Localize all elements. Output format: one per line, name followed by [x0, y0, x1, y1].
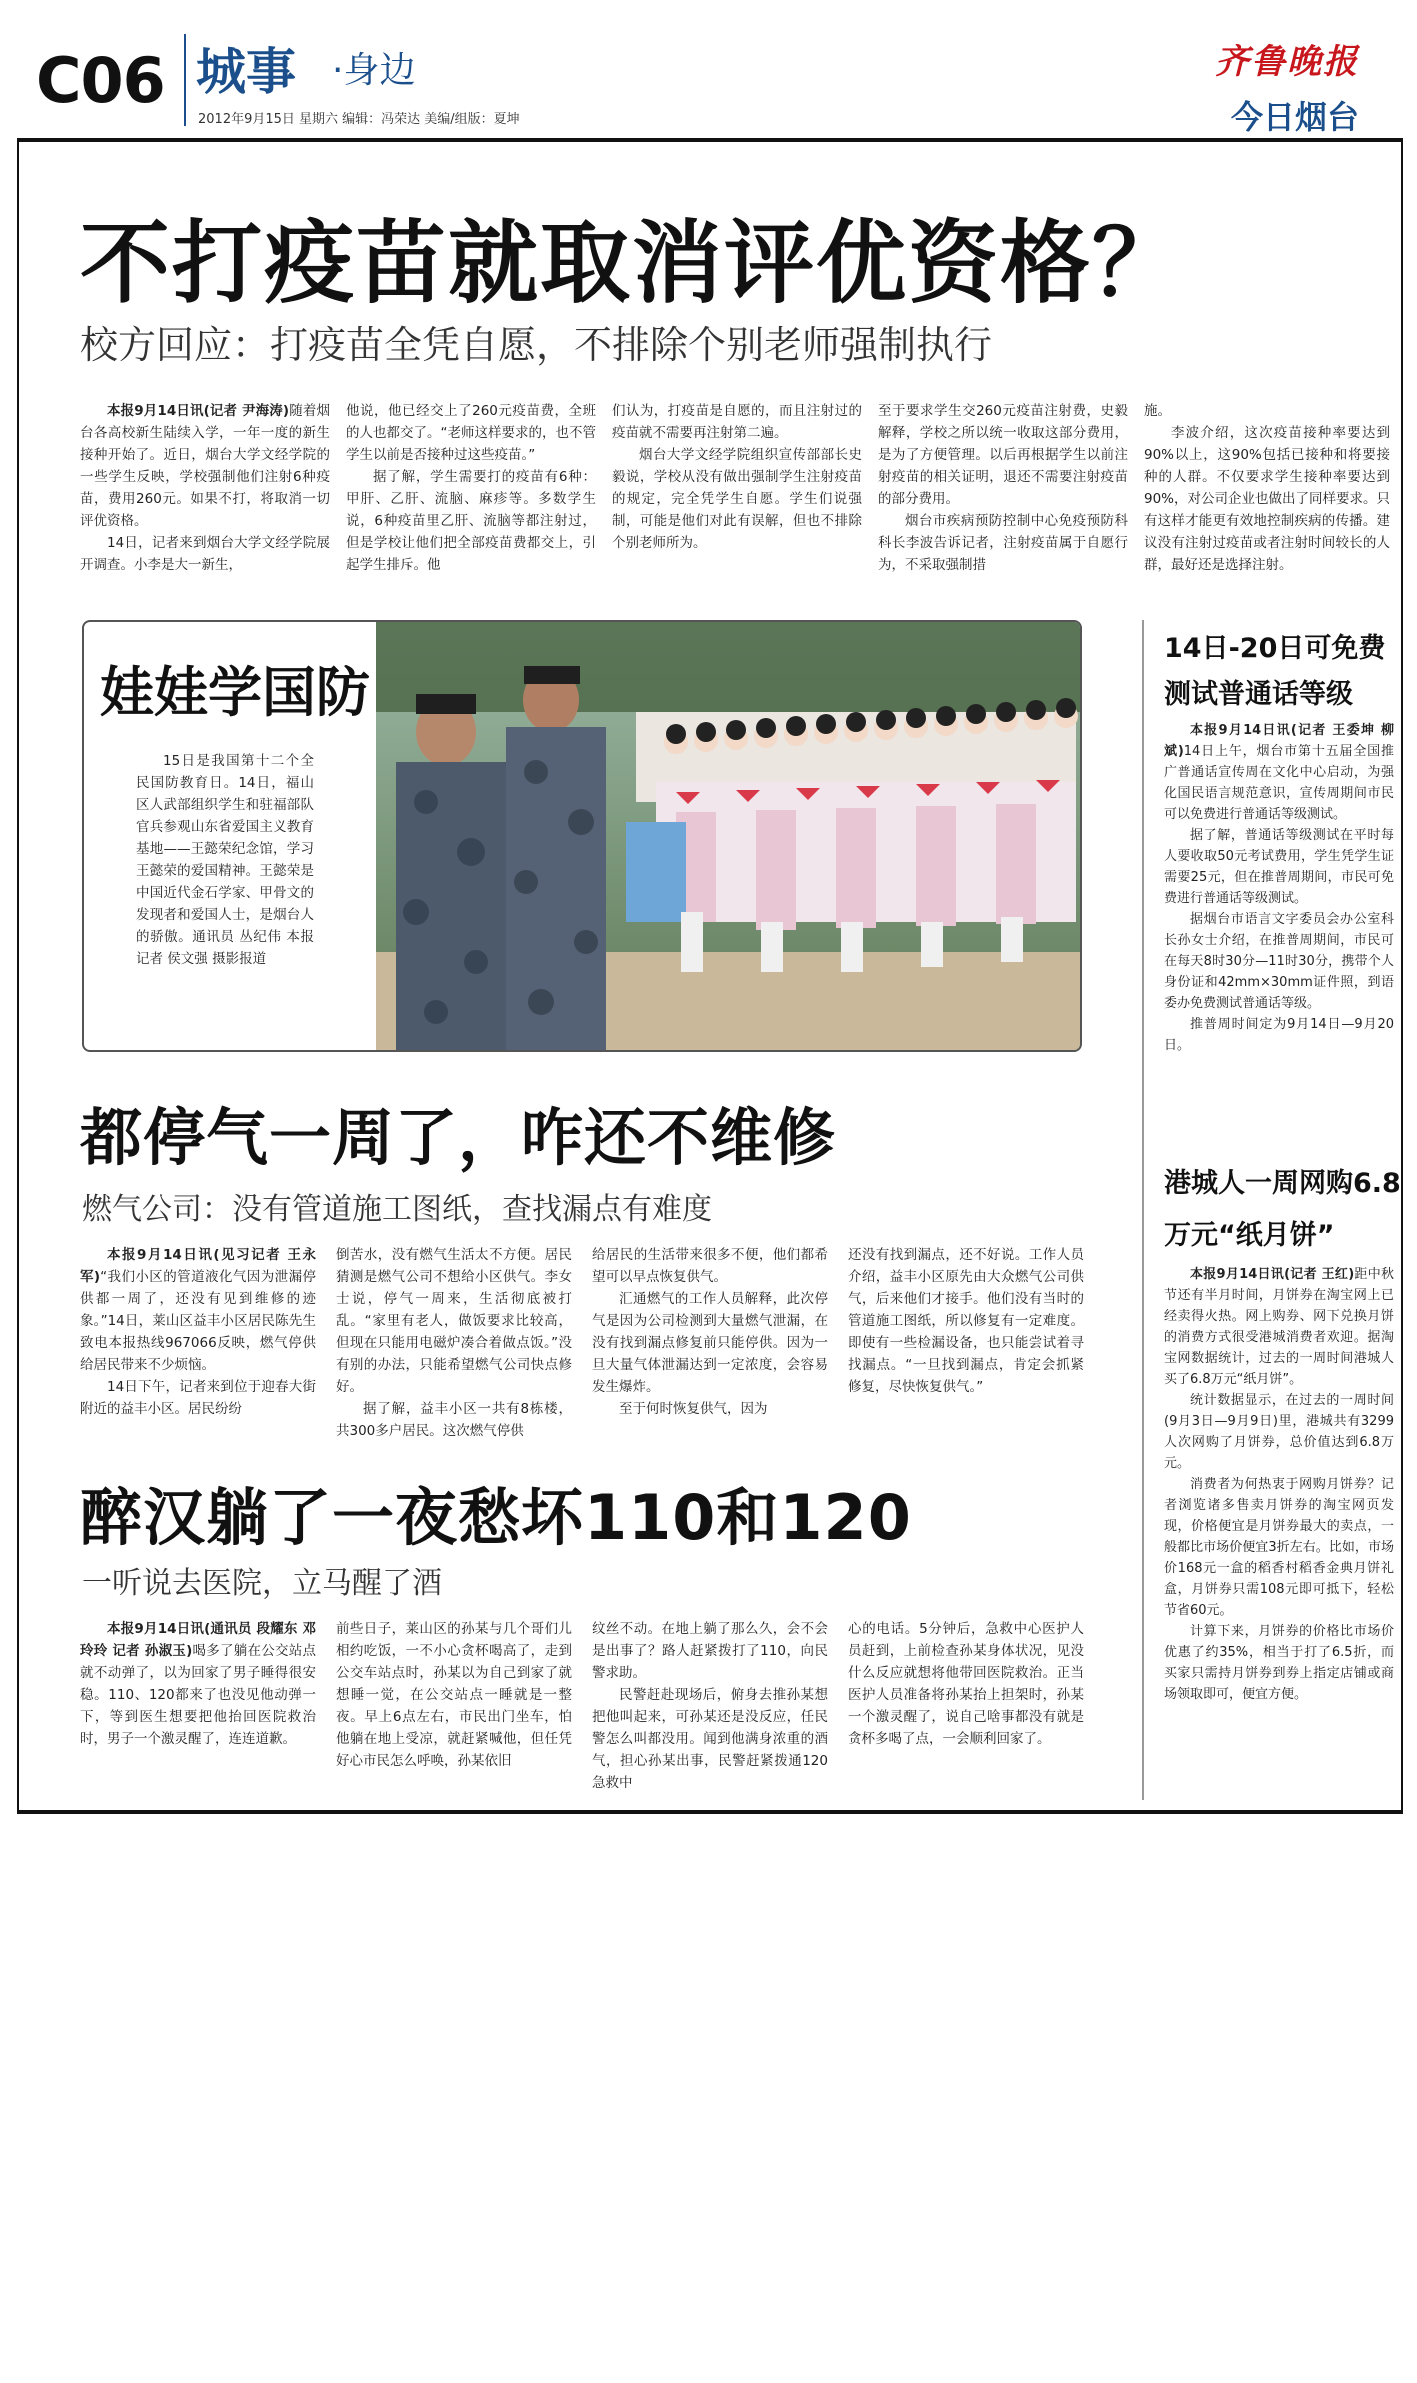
paragraph: 推普周时间定为9月14日—9月20日。	[1164, 1017, 1394, 1053]
side-story1-dateline: 本报9月14日讯(记者 王委坤 柳斌)	[1164, 723, 1394, 759]
story3-headline: 醉汉躺了一夜愁坏110和120	[80, 1481, 912, 1554]
paragraph: 消费者为何热衷于网购月饼券？记者浏览诸多售卖月饼券的淘宝网页发现，价格便宜是月饼券最大的卖点，一般都比市场价便宜3折左右。比如，市场价168元一盒的稻香村稻香金典月饼礼盒，月饼券只需108元即可抵下，轻松节省60元。	[1164, 1477, 1394, 1618]
story1-column-4	[878, 400, 1128, 576]
story2-column-4	[848, 1244, 1084, 1398]
students-and-soldiers-photo	[376, 622, 1082, 1052]
sidebar-divider	[1142, 620, 1144, 1800]
story3-column-3	[592, 1618, 828, 1794]
photo-caption-text: 15日是我国第十二个全民国防教育日。14日，福山区人武部组织学生和驻福部队官兵参观山东省爱国主义教育基地——王懿荣纪念馆，学习王懿荣的爱国精神。王懿荣是中国近代金石学家、甲骨文的发现者和爱国人士，是烟台人的骄傲。通讯员 丛纪伟 本报记者 侯文强 摄影报道	[136, 753, 314, 967]
paragraph: 施。	[1144, 403, 1171, 419]
paragraph: 倒苦水，没有燃气生活太不方便。居民猜测是燃气公司不想给小区供气。李女士说，停气一周来，生活彻底被打乱。“家里有老人，做饭要求比较高，但现在只能用电磁炉凑合着做点饭。”没有别的办法，只能希望燃气公司快点修好。	[336, 1247, 572, 1395]
story2-column-1	[80, 1244, 316, 1420]
story1-headline: 不打疫苗就取消评优资格？	[80, 211, 1184, 316]
paragraph: 们认为，打疫苗是自愿的，而且注射过的疫苗就不需要再注射第二遍。	[612, 403, 862, 441]
paragraph: 心的电话。5分钟后，急救中心医护人员赶到，上前检查孙某身体状况，见没什么反应就想将他带回医院救治。正当医护人员准备将孙某抬上担架时，孙某一个激灵醒了，说自己啥事都没有就是贪杯多喝了点，一会顺利回家了。	[848, 1621, 1084, 1747]
story3-dateline: 本报9月14日讯(通讯员 段耀东 邓玲玲 记者 孙淑玉)	[80, 1621, 316, 1659]
paragraph: 纹丝不动。在地上躺了那么久，会不会是出事了？路人赶紧拨打了110，向民警求助。	[592, 1621, 828, 1681]
paragraph: 统计数据显示，在过去的一周时间(9月3日—9月9日)里，港城共有3299人次网购了月饼券，总价值达到6.8万元。	[1164, 1393, 1394, 1471]
story2-dateline: 本报9月14日讯(见习记者 王永军)	[80, 1247, 316, 1285]
paragraph: 李波介绍，这次疫苗接种率要达到90%以上，这90%包括已接种和将要接种的人群。不仅要求学生接种率要达到90%，对公司企业也做出了同样要求。只有这样才能更有效地控制疾病的传播。建议没有注射过疫苗或者注射时间较长的人群，最好还是选择注射。	[1144, 425, 1391, 573]
story3-column-4	[848, 1618, 1084, 1750]
side-story2-headline: 港城人一周网购6.8万元“纸月饼”	[1164, 1168, 1401, 1251]
paragraph: 他说，他已经交上了260元疫苗费，全班的人也都交了。“老师这样要求的，也不管学生以前是否接种过这些疫苗。”	[346, 403, 596, 463]
edition-name: 今日烟台	[1230, 98, 1359, 136]
story2-col1-text: “我们小区的管道液化气因为泄漏停供都一周了，还没有见到维修的迹象。”14日，莱山区益丰小区居民陈先生致电本报热线967066反映，燃气停供给居民带来不少烦恼。	[80, 1269, 317, 1373]
side-story2-dateline: 本报9月14日讯(记者 王红)	[1190, 1267, 1355, 1282]
story2-headline: 都停气一周了，咋还不维修	[80, 1101, 837, 1174]
section-subname: ·身边	[332, 50, 416, 91]
paragraph: 14日下午，记者来到位于迎春大街附近的益丰小区。居民纷纷	[80, 1379, 316, 1417]
paragraph: 14日，记者来到烟台大学文经学院展开调查。小李是大一新生，	[80, 535, 330, 573]
story2-subhead: 燃气公司：没有管道施工图纸，查找漏点有难度	[82, 1192, 712, 1227]
side-story1-headline: 14日-20日可免费测试普通话等级	[1164, 633, 1386, 710]
paragraph: 给居民的生活带来很多不便，他们都希望可以早点恢复供气。	[592, 1247, 828, 1285]
issue-meta: 2012年9月15日 星期六 编辑：冯荣达 美编/组版：夏坤	[198, 112, 520, 127]
paragraph: 据烟台市语言文字委员会办公室科长孙女士介绍，在推普周期间，市民可在每天8时30分—11时30分，携带个人身份证和42mm×30mm证件照，到语委办免费测试普通话等级。	[1164, 912, 1394, 1011]
paragraph: 民警赶赴现场后，俯身去推孙某想把他叫起来，可孙某还是没反应，任民警怎么叫都没用。闻到他满身浓重的酒气，担心孙某出事，民警赶紧拨通120急救中	[592, 1687, 828, 1791]
side-story1-body	[1164, 720, 1394, 1056]
story3-column-1	[80, 1618, 316, 1750]
side2-text: 距中秋节还有半月时间，月饼券在淘宝网上已经卖得火热。网上购券、网下兑换月饼的消费方式很受港城消费者欢迎。据淘宝网数据统计，过去的一周时间港城人买了6.8万元“纸月饼”。	[1164, 1267, 1394, 1387]
paragraph: 汇通燃气的工作人员解释，此次停气是因为公司检测到大量燃气泄漏，在没有找到漏点修复前只能停供。因为一旦大量气体泄漏达到一定浓度，会容易发生爆炸。	[592, 1291, 828, 1395]
story1-column-3	[612, 400, 862, 554]
photo-feature-title: 娃娃学国防	[100, 661, 370, 724]
story1-column-5	[1144, 400, 1390, 576]
story1-dateline: 本报9月14日讯(记者 尹海涛)	[107, 403, 290, 419]
story1-column-1	[80, 400, 330, 576]
side1-text: 14日上午，烟台市第十五届全国推广普通话宣传周在文化中心启动，为强化国民语言规范意识，宣传周期间市民可以免费进行普通话等级测试。	[1164, 744, 1394, 822]
story3-subhead: 一听说去医院，立马醒了酒	[82, 1566, 442, 1601]
section-name: 城事	[196, 43, 296, 101]
story3-col1-text: 喝多了躺在公交站点就不动弹了，以为回家了男子睡得很安稳。110、120都来了也没见他动弹一下，等到医生想要把他抬回医院救治时，男子一个激灵醒了，连连道歉。	[80, 1643, 316, 1747]
story3-column-2	[336, 1618, 572, 1772]
story1-column-2	[346, 400, 596, 576]
story2-column-3	[592, 1244, 828, 1420]
story1-subhead: 校方回应：打疫苗全凭自愿，不排除个别老师强制执行	[80, 323, 993, 367]
paragraph: 计算下来，月饼券的价格比市场价优惠了约35%，相当于打了6.5折，而买家只需持月饼券到券上指定店铺或商场领取即可，便宜方便。	[1164, 1624, 1394, 1702]
page-number: C06	[36, 44, 165, 117]
paragraph: 至于要求学生交260元疫苗注射费，史毅解释，学校之所以统一收取这部分费用，是为了方便管理。以后再根据学生以前注射疫苗的相关证明，退还不需要注射疫苗的部分费用。	[878, 403, 1128, 507]
paragraph: 烟台大学文经学院组织宣传部部长史毅说，学校从没有做出强制学生注射疫苗的规定，完全凭学生自愿。学生们说强制，可能是他们对此有误解，但也不排除个别老师所为。	[612, 447, 862, 551]
story2-column-2	[336, 1244, 572, 1442]
bottom-rule	[17, 1810, 1403, 1814]
paragraph: 还没有找到漏点，还不好说。工作人员介绍，益丰小区原先由大众燃气公司供气，后来他们才接手。他们没有当时的管道施工图纸，所以修复有一定难度。即使有一些检漏设备，也只能尝试着寻找漏点。“一旦找到漏点，肯定会抓紧修复，尽快恢复供气。”	[848, 1247, 1084, 1395]
newspaper-logo: 齐鲁晚报	[1215, 42, 1359, 82]
news-photo	[376, 622, 1082, 1052]
side-story2-body	[1164, 1264, 1394, 1705]
paragraph: 前些日子，莱山区的孙某与几个哥们儿相约吃饭，一不小心贪杯喝高了，走到公交车站点时，孙某以为自己到家了就想睡一觉，在公交站点一睡就是一整夜。早上6点左右，市民出门坐车，怕他躺在地上受凉，就赶紧喊他，但任凭好心市民怎么呼唤，孙某依旧	[336, 1621, 572, 1769]
paragraph: 据了解，普通话等级测试在平时每人要收取50元考试费用，学生凭学生证需要25元，但在推普周期间，市民可免费进行普通话等级测试。	[1164, 828, 1394, 906]
paragraph: 至于何时恢复供气，因为	[619, 1401, 768, 1417]
paragraph: 烟台市疾病预防控制中心免疫预防科科长李波告诉记者，注射疫苗属于自愿行为，不采取强制措	[878, 513, 1128, 573]
photo-caption	[136, 750, 314, 970]
paragraph: 据了解，学生需要打的疫苗有6种：甲肝、乙肝、流脑、麻疹等。多数学生说，6种疫苗里乙肝、流脑等都注射过，但是学校让他们把全部疫苗费都交上，引起学生排斥。他	[346, 469, 596, 573]
story1-col1-text: 随着烟台各高校新生陆续入学，一年一度的新生接种开始了。近日，烟台大学文经学院的一些学生反映，学校强制他们注射6种疫苗，费用260元。如果不打，将取消一切评优资格。	[80, 403, 330, 529]
section-divider	[184, 34, 186, 126]
paragraph: 据了解，益丰小区一共有8栋楼，共300多户居民。这次燃气停供	[336, 1401, 572, 1439]
